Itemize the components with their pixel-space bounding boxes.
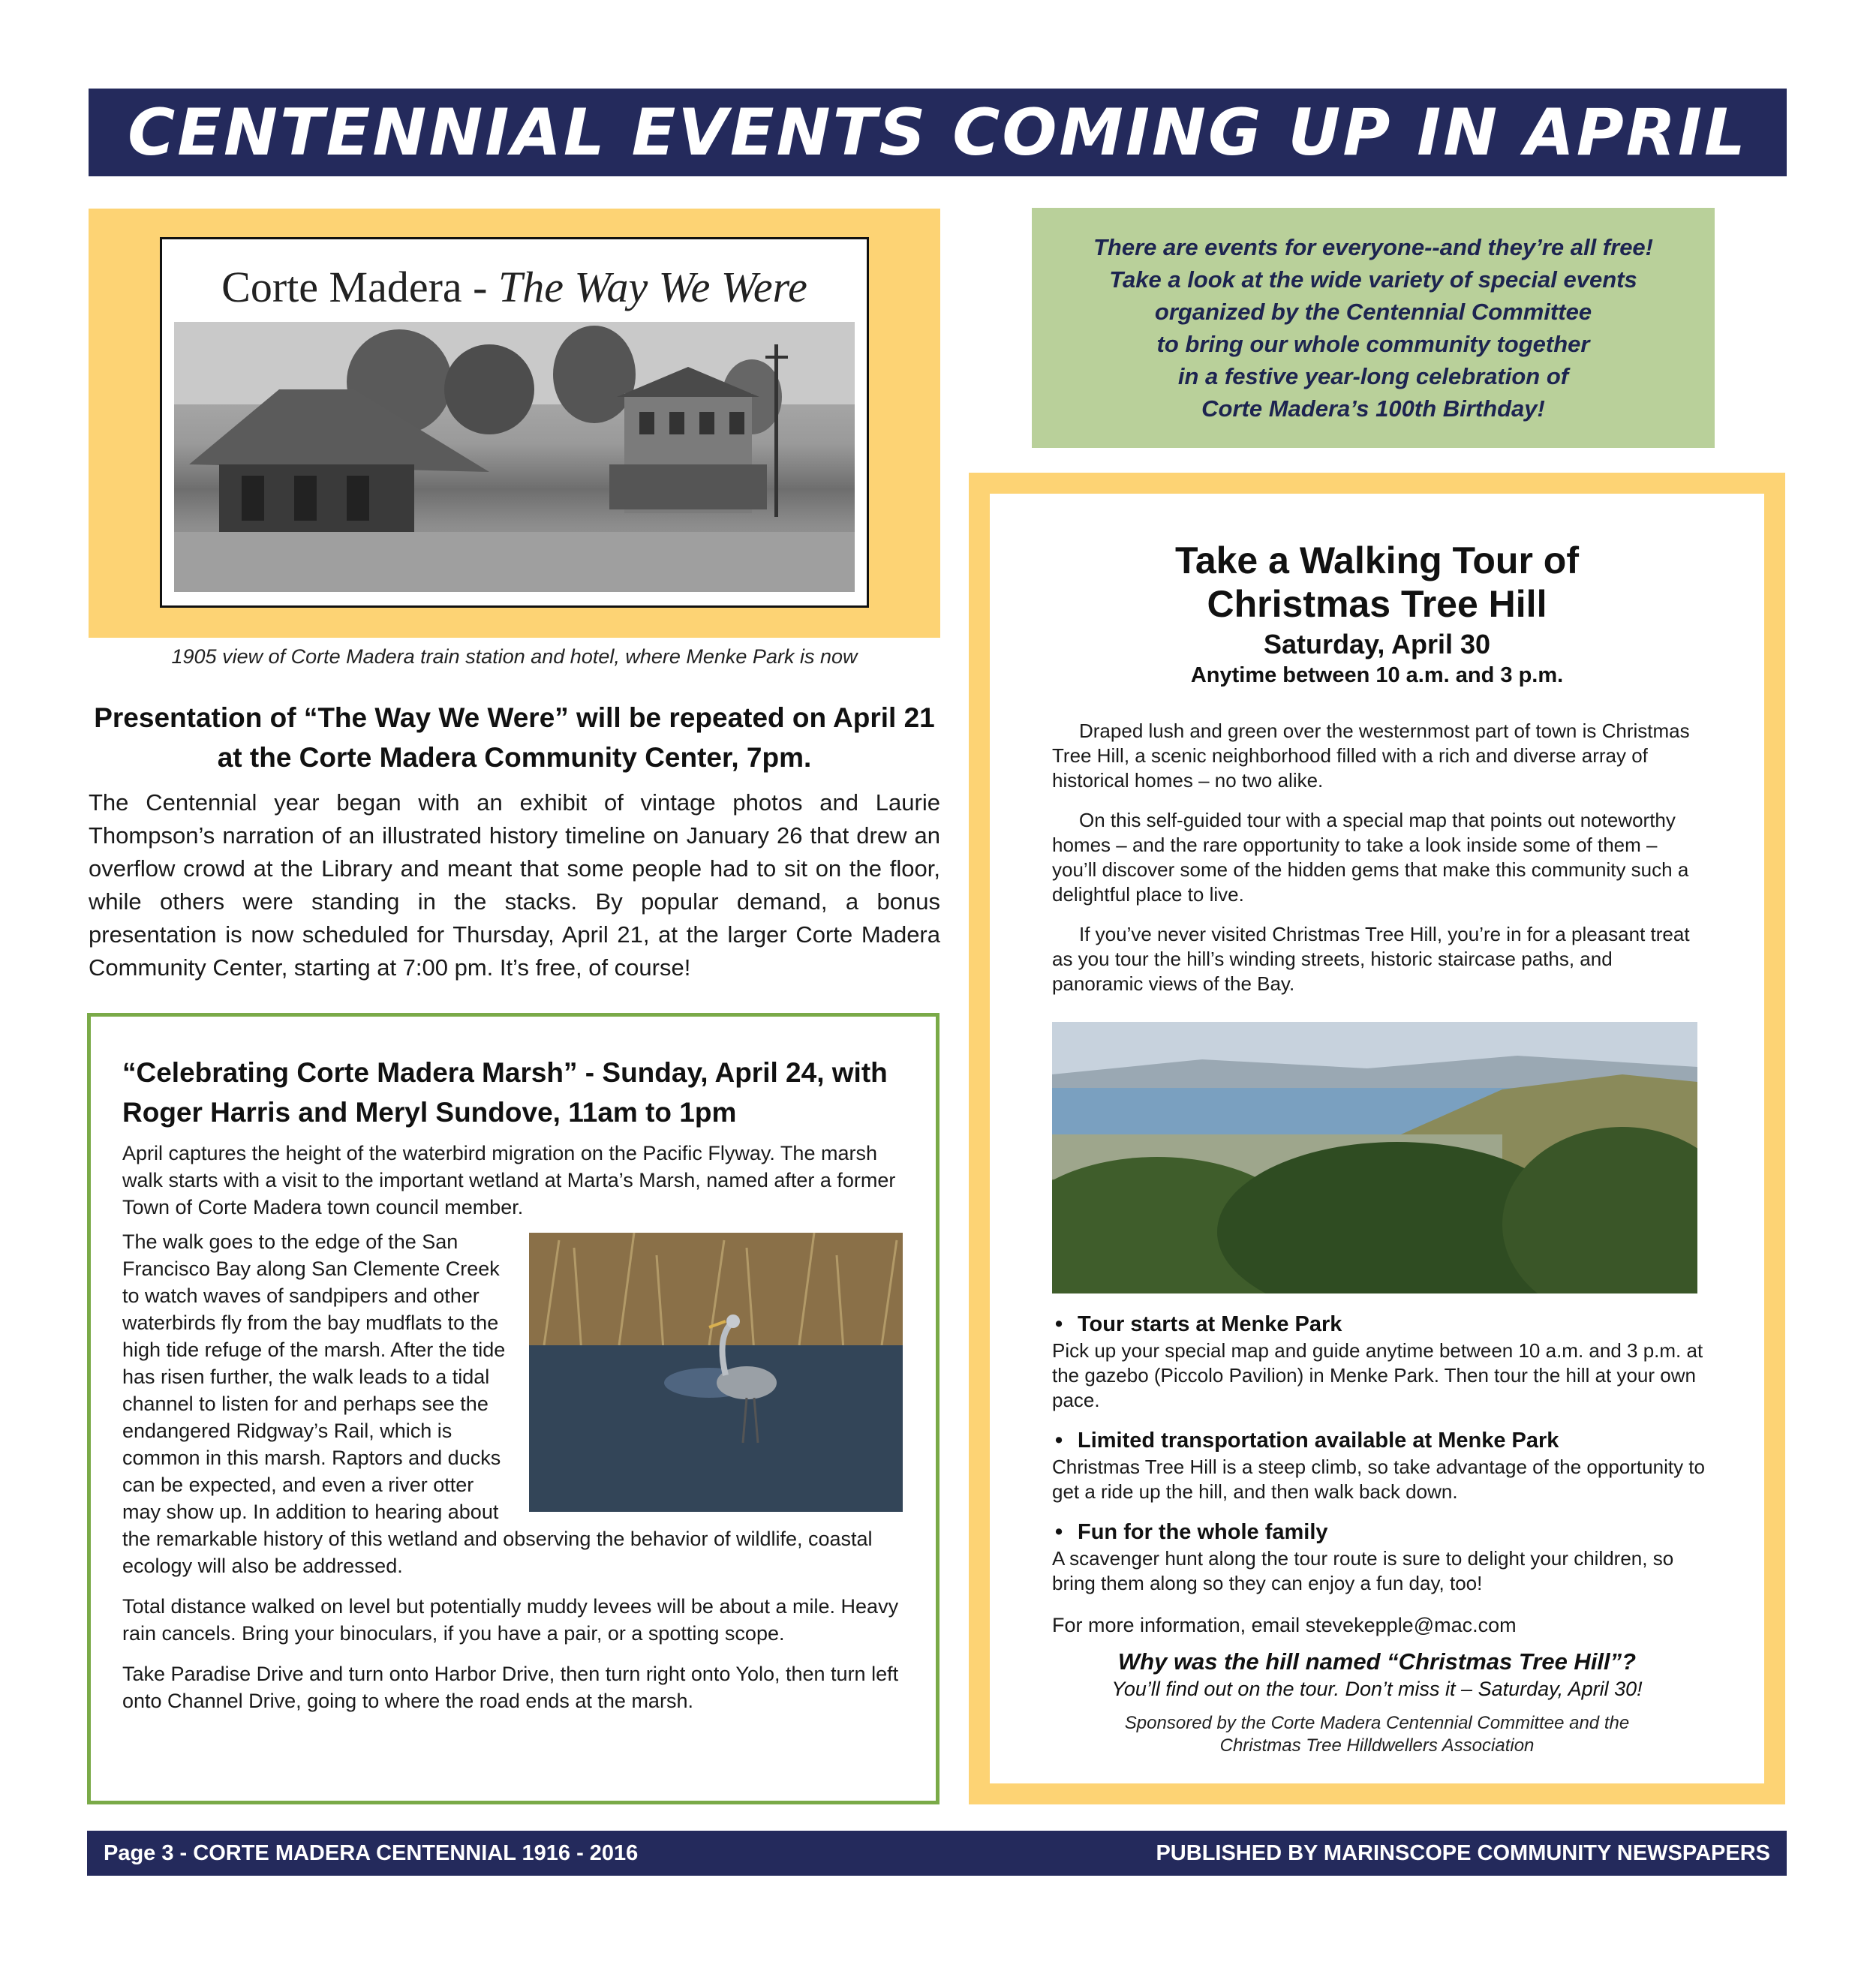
presentation-heading: Presentation of “The Way We Were” will be repeated on April 21 at the Corte Madera Community Center, 7pm. (94, 702, 935, 773)
bullet-icon: • (1055, 1312, 1063, 1336)
tour-item-body: Christmas Tree Hill is a steep climb, so take advantage of the opportunity to get a ride up the hill, and then walk back down. (1052, 1456, 1705, 1503)
why-question: Why was the hill named “Christmas Tree Hill”? (1117, 1648, 1637, 1675)
tour-item-heading: Fun for the whole family (1078, 1520, 1328, 1544)
sponsor-line: Christmas Tree Hilldwellers Association (1219, 1735, 1535, 1756)
free-events-box (1032, 208, 1715, 448)
sponsor-note (990, 1712, 1764, 1757)
free-line: Take a look at the wide variety of special events (1109, 266, 1637, 293)
tour-item-body: A scavenger hunt along the tour route is sure to delight your children, so bring them along so they can enjoy a fun day, too! (1052, 1547, 1674, 1594)
heron-photo (529, 1233, 903, 1512)
historic-photo-frame (160, 237, 869, 608)
marsh-paragraph-4: Take Paradise Drive and turn onto Harbor Drive, then turn right onto Yolo, then turn left onto Channel Drive, going to where the road ends at the marsh. (122, 1663, 899, 1712)
marsh-paragraph-2: The walk goes to the edge of the San Francisco Bay along San Clemente Creek to watch waves of sandpipers and other waterbirds fly from the bay mudflats to the high tide refuge of the marsh. After the tide has risen further, the walk leads to a tidal channel to listen for and perhaps see the endangered Ridgway’s Rail, which is common in this marsh. Raptors and ducks can be expected, and even a river otter may show up. In addition to hearing about the remarkable history of this wetland and observing the behavior of wildlife, coastal ecology will also be addressed. (122, 1230, 873, 1577)
bullet-icon: • (1055, 1429, 1063, 1453)
marsh-paragraph-1: April captures the height of the waterbird migration on the Pacific Flyway. The marsh walk starts with a visit to the important wetland at Marta’s Marsh, named after a former Town of Corte Madera town council member. (122, 1142, 896, 1218)
free-line: Corte Madera’s 100th Birthday! (1201, 395, 1545, 422)
tour-title (990, 539, 1764, 626)
tour-highlights (1052, 1310, 1705, 1638)
footer-publisher: PUBLISHED BY MARINSCOPE COMMUNITY NEWSPAPERS (1156, 1840, 1770, 1865)
marsh-heading: “Celebrating Corte Madera Marsh” - Sunday, April 24, with Roger Harris and Meryl Sundove, 11am to 1pm (122, 1057, 888, 1128)
tour-item (1052, 1310, 1705, 1413)
historic-photo-caption: 1905 view of Corte Madera train station and hotel, where Menke Park is now (171, 645, 858, 668)
footer-page-info: Page 3 - CORTE MADERA CENTENNIAL 1916 - 2016 (104, 1840, 639, 1865)
free-line: in a festive year-long celebration of (1177, 363, 1569, 389)
bay-view-photo (1052, 1022, 1697, 1293)
walking-tour-box (969, 473, 1785, 1804)
tour-title-line: Take a Walking Tour of (1174, 539, 1579, 581)
tour-paragraph-3: If you’ve never visited Christmas Tree Hill, you’re in for a pleasant treat as you tour the hill’s winding streets, historic staircase paths, and panoramic views of the Bay. (1052, 923, 1690, 995)
free-line: to bring our whole community together (1156, 331, 1590, 357)
tour-title-line: Christmas Tree Hill (1207, 583, 1547, 625)
tour-description (1052, 719, 1705, 996)
walking-tour-inner (990, 494, 1764, 1783)
why-answer: You’ll find out on the tour. Don’t miss it – Saturday, April 30! (1111, 1678, 1643, 1700)
historic-photo-title (162, 262, 867, 312)
free-line: organized by the Centennial Committee (1154, 299, 1592, 325)
tour-item-heading: Tour starts at Menke Park (1078, 1312, 1342, 1336)
free-events-text (1093, 231, 1653, 425)
tour-closing (990, 1648, 1764, 1757)
tour-item (1052, 1518, 1705, 1596)
sponsor-line: Sponsored by the Corte Madera Centennial Committee and the (1124, 1713, 1630, 1733)
tour-time: Anytime between 10 a.m. and 3 p.m. (1190, 663, 1564, 687)
tour-contact-email: For more information, email stevekepple@mac.com (1052, 1614, 1517, 1636)
tour-date: Saturday, April 30 (1263, 629, 1491, 660)
page-banner (89, 89, 1787, 176)
train-station-photo (174, 322, 855, 592)
presentation-body: The Centennial year began with an exhibit of vintage photos and Laurie Thompson’s narration of an illustrated history timeline on January 26 that drew an overflow crowd at the Library and meant that some people had to sit on the floor, while others were standing in the stacks. By popular demand, a bonus presentation is now scheduled for Thursday, April 21, at the larger Corte Madera Community Center, starting at 7:00 pm. It’s free, of course! (89, 789, 940, 981)
marsh-paragraph-3: Total distance walked on level but potentially muddy levees will be about a mile. Heavy rain cancels. Bring your binoculars, if you have a pair, or a spotting scope. (122, 1595, 899, 1645)
tour-paragraph-2: On this self-guided tour with a special map that points out noteworthy homes – and the rare opportunity to take a look inside some of them – you’ll discover some of the hidden gems that make this community such a delightful place to live. (1052, 809, 1689, 906)
historic-photo-panel (89, 209, 940, 638)
bullet-icon: • (1055, 1520, 1063, 1544)
tour-item (1052, 1426, 1705, 1504)
tour-item-heading: Limited transportation available at Menke Park (1078, 1429, 1559, 1453)
page-footer (87, 1831, 1787, 1876)
photo-title-italic: The Way We Were (498, 263, 807, 311)
banner-title: CENTENNIAL EVENTS COMING UP IN APRIL (128, 95, 1748, 170)
tour-item-body: Pick up your special map and guide anytime between 10 a.m. and 3 p.m. at the gazebo (Piccolo Pavilion) in Menke Park. Then tour the hill at your own pace. (1052, 1339, 1703, 1411)
free-line: There are events for everyone--and they’re all free! (1093, 234, 1653, 260)
marsh-event-box (87, 1013, 940, 1804)
tour-paragraph-1: Draped lush and green over the westernmost part of town is Christmas Tree Hill, a scenic neighborhood filled with a rich and diverse array of historical homes – no two alike. (1052, 720, 1690, 792)
photo-title-plain: Corte Madera - (221, 263, 498, 311)
